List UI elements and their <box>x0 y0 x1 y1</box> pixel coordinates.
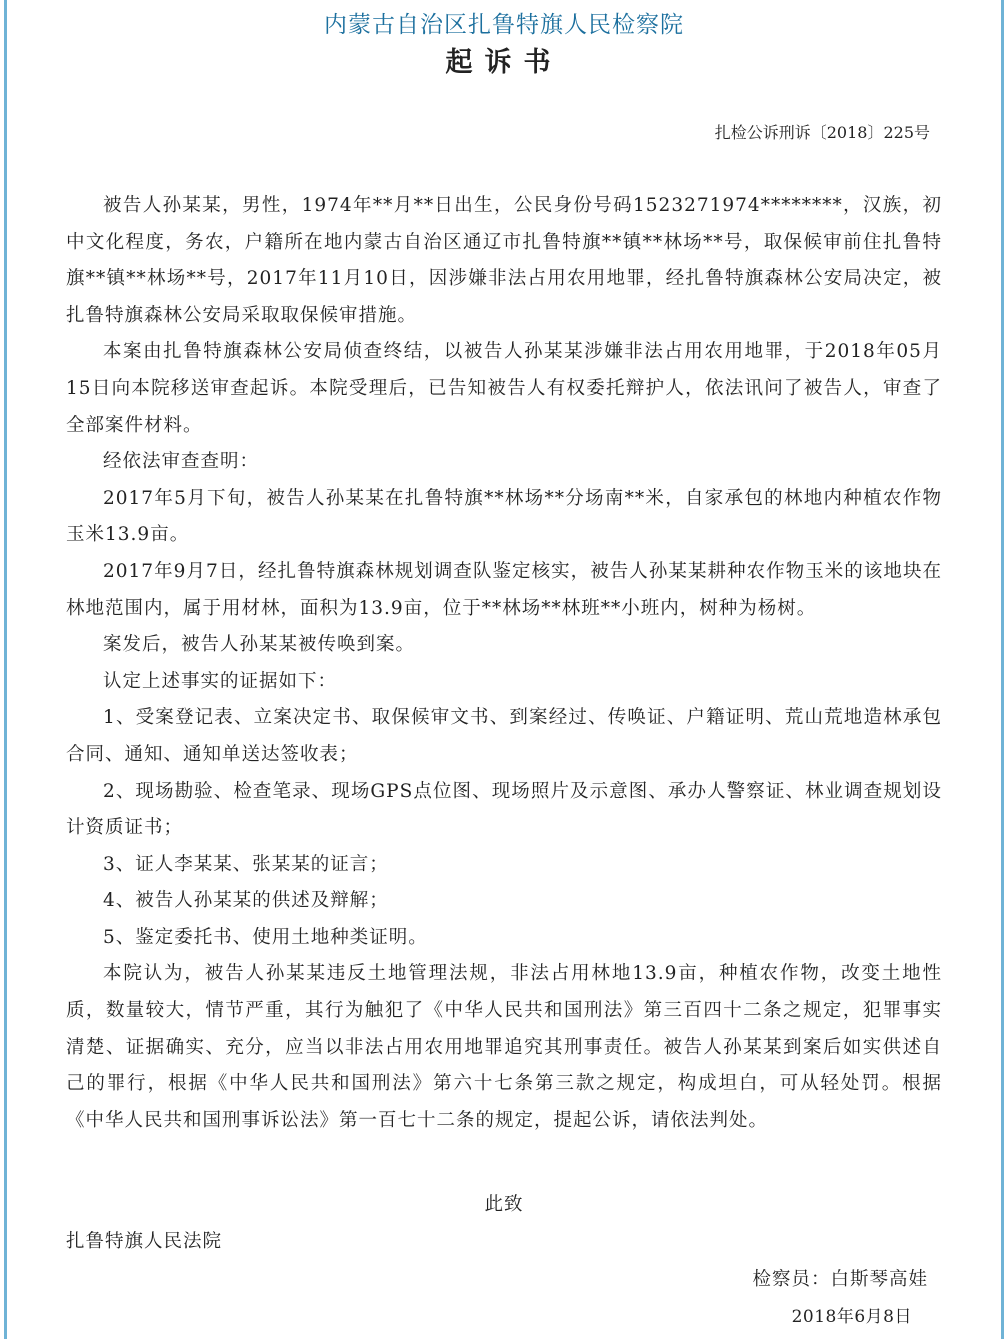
prosecutor-signature: 检察员：白斯琴高娃 <box>752 1269 928 1290</box>
evidence-item-1: 1、受案登记表、立案决定书、取保候审文书、到案经过、传唤证、户籍证明、荒山荒地造林承包合同、通知、通知单送达签收表； <box>66 707 942 765</box>
salutation: 此致 <box>484 1194 524 1215</box>
paragraph-case-transfer: 本案由扎鲁特旗森林公安局侦查终结，以被告人孙某某涉嫌非法占用农用地罪，于2018年05月15日向本院移送审查起诉。本院受理后，已告知被告人有权委托辩护人，依法讯问了被告人，审查了全部案件材料。 <box>66 341 942 436</box>
page-border-left <box>4 0 7 1339</box>
evidence-item-5: 5、鉴定委托书、使用土地种类证明。 <box>103 926 428 948</box>
document-date: 2018年6月8日 <box>791 1307 912 1327</box>
paragraph-facts-1: 2017年5月下旬，被告人孙某某在扎鲁特旗**林场**分场南**米，自家承包的林地内种植农作物玉米13.9亩。 <box>66 487 942 546</box>
organization-name: 内蒙古自治区扎鲁特旗人民检察院 <box>324 12 684 38</box>
paragraph-review-intro: 经依法审查查明： <box>103 451 260 473</box>
paragraph-defendant-info: 被告人孙某某，男性，1974年**月**日出生，公民身份号码1523271974********，汉族，初中文化程度，务农，户籍所在地内蒙古自治区通辽市扎鲁特旗**镇**林场**号，取保候审前住扎鲁特旗**镇**林场**号，2017年11月10日，因涉嫌非法占用农用地罪，经扎鲁特旗森林公安局决定，被扎鲁特旗森林公安局采取取保候审措施。 <box>66 195 942 326</box>
page-border-right <box>1001 0 1004 1339</box>
paragraph-summons: 案发后，被告人孙某某被传唤到案。 <box>103 634 416 656</box>
paragraph-facts-2: 2017年9月7日，经扎鲁特旗森林规划调查队鉴定核实，被告人孙某某耕种农作物玉米的该地块在林地范围内，属于用材林，面积为13.9亩，位于**林场**林班**小班内，树种为杨树。 <box>66 560 942 619</box>
evidence-item-2: 2、现场勘验、检查笔录、现场GPS点位图、现场照片及示意图、承办人警察证、林业调查规划设计资质证书； <box>66 780 942 839</box>
document-number: 扎检公诉刑诉〔2018〕225号 <box>714 123 930 142</box>
document-title: 起诉书 <box>445 47 563 78</box>
document-body <box>66 188 942 1139</box>
evidence-item-4: 4、被告人孙某某的供述及辩解； <box>103 890 389 912</box>
recipient-court: 扎鲁特旗人民法院 <box>66 1231 223 1252</box>
evidence-item-3: 3、证人李某某、张某某的证言； <box>103 853 389 875</box>
paragraph-conclusion: 本院认为，被告人孙某某违反土地管理法规，非法占用林地13.9亩，种植农作物，改变土地性质，数量较大，情节严重，其行为触犯了《中华人民共和国刑法》第三百四十二条之规定，犯罪事实清楚、证据确实、充分，应当以非法占用农用地罪追究其刑事责任。被告人孙某某到案后如实供述自己的罪行，根据《中华人民共和国刑法》第六十七条第三款之规定，构成坦白，可从轻处罚。根据《中华人民共和国刑事诉讼法》第一百七十二条的规定，提起公诉，请依法判处。 <box>66 963 942 1131</box>
paragraph-evidence-intro: 认定上述事实的证据如下： <box>103 670 338 692</box>
